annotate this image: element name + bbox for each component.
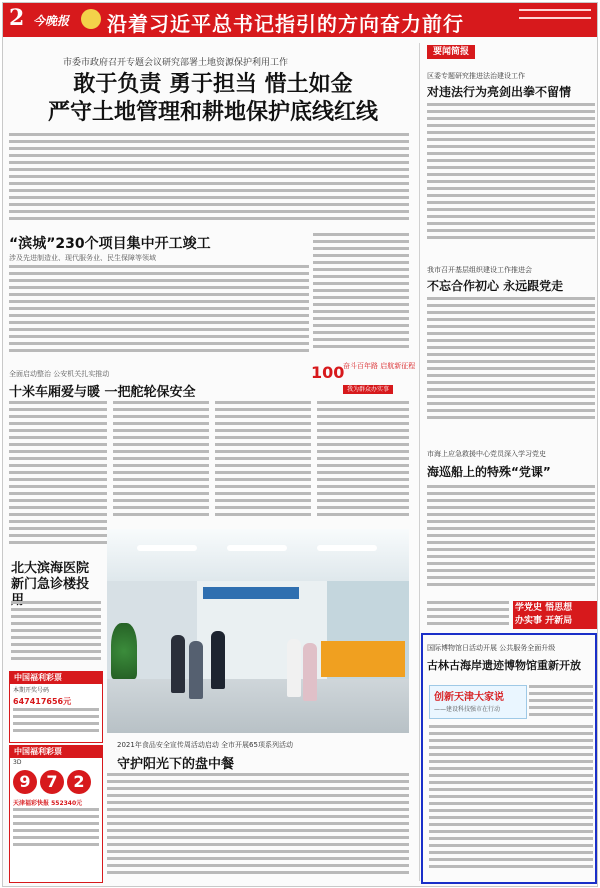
story2-subtitle: 涉及先进制造业、现代服务业、民生保障等领域 [9, 254, 156, 262]
bottom-kicker: 2021年食品安全宣传周活动启动 全市开展65项系列活动 [117, 741, 293, 749]
masthead-banner-title: 沿着习近平总书记指引的方向奋力前行 [107, 12, 464, 36]
brief-body-text [11, 601, 101, 665]
section-label: 要闻简报 [427, 45, 475, 59]
lead-kicker: 市委市政府召开专题会议研究部署土地资源保护利用工作 [63, 58, 289, 68]
banner-sub: ——建设科技强市在行动 [434, 706, 501, 713]
news3-body-tail [427, 601, 509, 627]
welfare-ad-header: 中国福利彩票 [10, 746, 102, 758]
news2-title: 不忘合作初心 永远跟党走 [427, 279, 564, 293]
story2-body-text-col2 [313, 233, 409, 357]
centennial-pill: 我为群众办实事 [343, 385, 393, 394]
story3-title: 十米车厢爱与暖 一把舵轮保安全 [9, 385, 196, 400]
centennial-emblem [309, 359, 416, 399]
lead-headline-line2: 严守土地管理和耕地保护底线红线 [47, 100, 378, 125]
welfare-ad-game: 3D [13, 759, 22, 766]
column-divider [419, 43, 420, 881]
lottery-ad-table [13, 708, 99, 736]
lottery-ad-header: 中国福利彩票 [10, 672, 102, 684]
story3-body-col3 [215, 401, 311, 523]
story3-body-col2 [113, 401, 209, 523]
boxed-body-right [529, 685, 593, 721]
winning-digit: 7 [40, 770, 64, 794]
brief-title: 北大滨海医院新门急诊楼投 [11, 561, 90, 592]
lead-body-text [9, 133, 409, 225]
news1-kicker: 区委专题研究推进法治建设工作 [427, 72, 525, 80]
slogan-line1: 学党史 悟思想 [515, 603, 573, 613]
party-history-slogan [513, 601, 597, 629]
news3-body-text [427, 485, 595, 595]
hospital-lobby-photo [107, 529, 409, 733]
innovation-banner [429, 685, 527, 719]
paper-name: 今晚报 [33, 14, 70, 28]
party-emblem-icon [81, 9, 101, 29]
centennial-number: 100 [311, 363, 345, 382]
bottom-title: 守护阳光下的盘中餐 [117, 757, 235, 772]
winning-digit: 9 [13, 770, 37, 794]
page-number: 2 [9, 5, 25, 31]
boxed-kicker: 国际博物馆日活动开展 公共服务全面升级 [427, 644, 556, 652]
lead-headline-line1: 敢于负责 勇于担当 惜土如金 [73, 72, 353, 97]
winning-digits [10, 767, 102, 797]
story2-title: “滨城”230个项目集中开工竣工 [9, 236, 211, 252]
news3-kicker: 市海上应急救援中心党员深入学习党史 [427, 450, 546, 458]
story2-body-text [9, 265, 309, 357]
news1-title: 对违法行为亮剑出拳不留情 [427, 85, 572, 99]
banner-main: 创新天津大家说 [434, 692, 504, 703]
welfare-lottery-ad [9, 745, 103, 883]
news1-body-text [427, 103, 595, 249]
boxed-body-text [429, 725, 593, 877]
news2-body-text [427, 297, 595, 433]
lead-headline [23, 71, 403, 127]
newspaper-page [2, 2, 598, 887]
news3-title: 海巡船上的特殊“党课” [427, 465, 551, 479]
bottom-body-text [107, 773, 409, 881]
lottery-ad-line: 本期开奖号码 [13, 687, 50, 694]
story3-kicker: 全面启动整治 公安机关扎实推动 [9, 370, 110, 378]
welfare-ad-footer: 天津福彩快报 552340元 [13, 800, 83, 807]
masthead [3, 3, 597, 37]
lottery-ad [9, 671, 103, 743]
welfare-ad-table [13, 808, 99, 852]
winning-digit: 2 [67, 770, 91, 794]
story3-body-col1 [9, 401, 107, 551]
boxed-title: 古林古海岸遗迹博物馆重新开放 [427, 659, 581, 672]
masthead-meta-lines [519, 9, 591, 31]
centennial-slogan: 奋斗百年路 启航新征程 [343, 362, 416, 370]
story3-body-col4 [317, 401, 409, 523]
slogan-line2: 办实事 开新局 [515, 616, 573, 626]
news2-kicker: 我市召开基层组织建设工作推进会 [427, 266, 532, 274]
lottery-ad-amount: 647417656元 [13, 697, 72, 706]
